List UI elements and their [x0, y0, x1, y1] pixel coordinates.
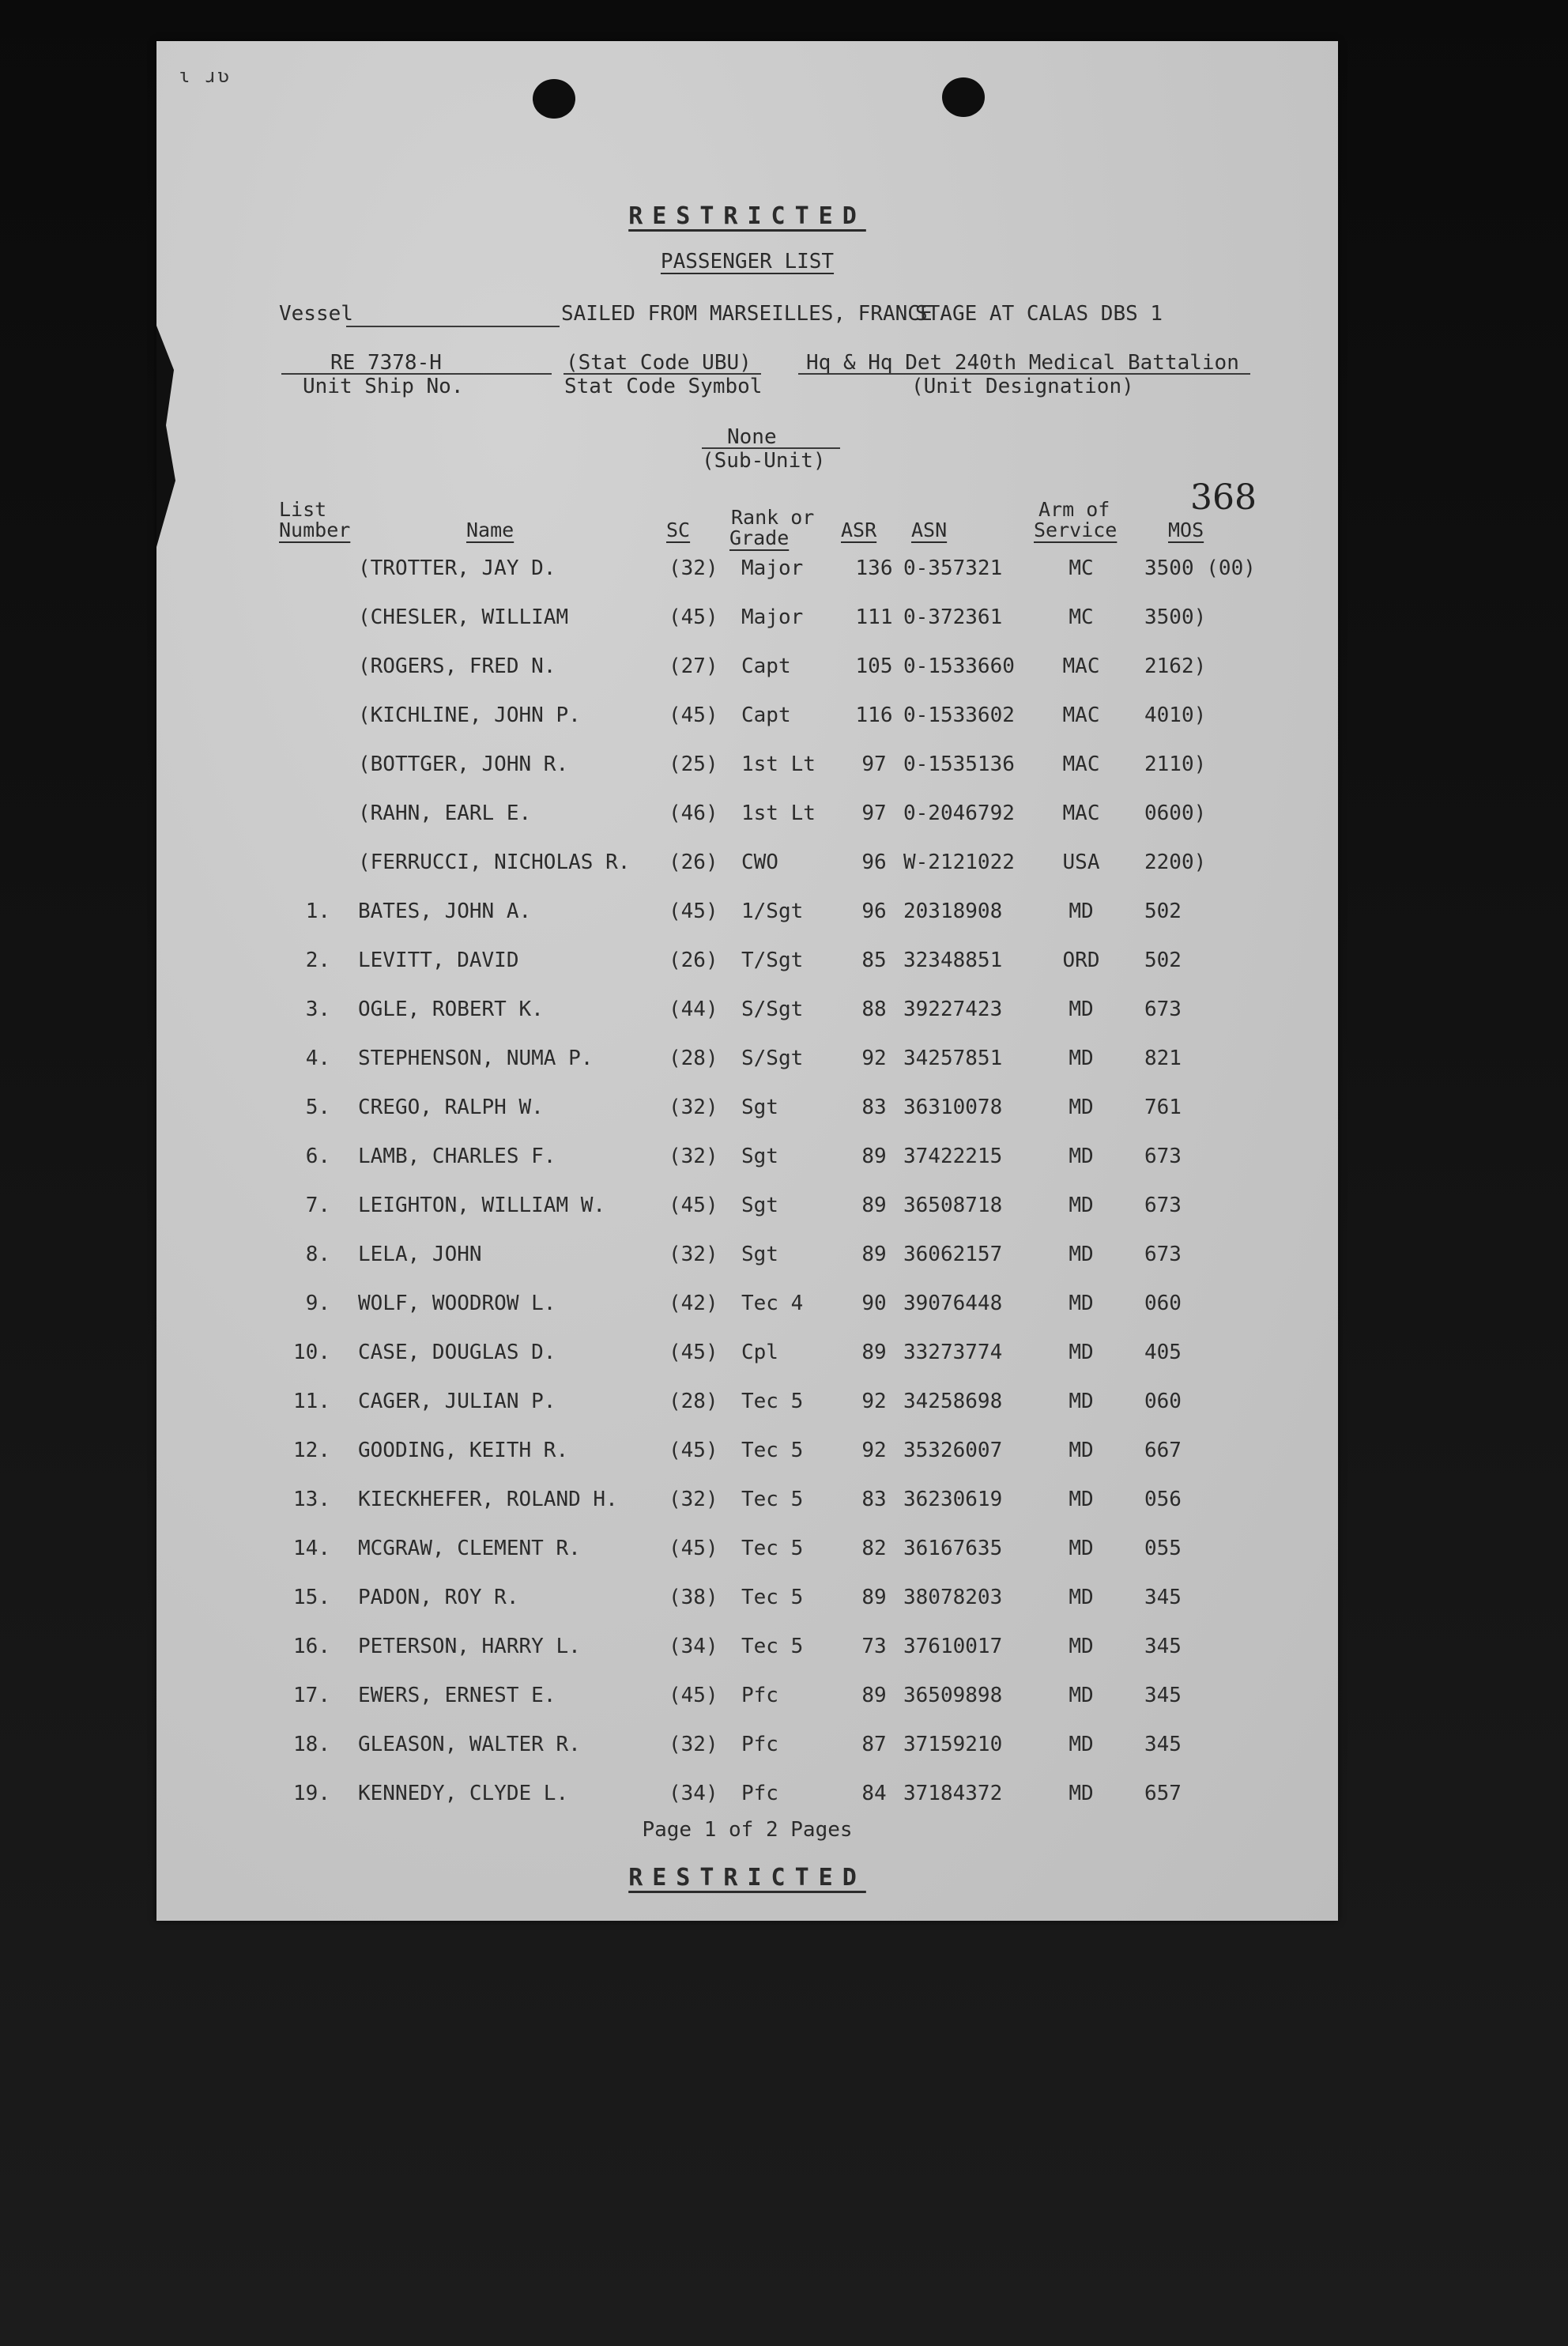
cell-name: WOLF, WOODROW L.	[358, 1292, 556, 1315]
cell-arm: MD	[1069, 1537, 1094, 1560]
cell-arm: MAC	[1062, 654, 1100, 678]
col-asn: ASN	[911, 519, 948, 541]
cell-asr: 85	[861, 949, 887, 972]
cell-sc: (45)	[669, 703, 718, 727]
cell-no: 10.	[293, 1341, 330, 1364]
cell-rank: S/Sgt	[741, 998, 804, 1021]
cell-sc: (45)	[669, 1439, 718, 1462]
cell-arm: MD	[1069, 1292, 1094, 1315]
table-row	[156, 1096, 1338, 1127]
punch-hole-right	[942, 77, 985, 117]
cell-rank: Tec 5	[741, 1439, 804, 1462]
cell-name: GOODING, KEITH R.	[358, 1439, 569, 1462]
col-list-number-line1: List	[279, 498, 327, 521]
cell-rank: Pfc	[741, 1782, 778, 1805]
col-rank	[729, 507, 814, 549]
cell-no: 18.	[293, 1733, 330, 1756]
table-row	[156, 801, 1338, 833]
cell-name: (CHESLER, WILLIAM	[358, 605, 569, 629]
cell-no: 2.	[305, 949, 330, 972]
cell-mos: 667	[1144, 1439, 1182, 1462]
cell-no: 5.	[305, 1096, 330, 1119]
cell-asr: 88	[861, 998, 887, 1021]
cell-name: EWERS, ERNEST E.	[358, 1684, 556, 1707]
cell-name: PADON, ROY R.	[358, 1586, 519, 1609]
cell-rank: Tec 5	[741, 1537, 804, 1560]
cell-asn: 36062157	[903, 1243, 1003, 1266]
table-row	[156, 1292, 1338, 1323]
cell-arm: MD	[1069, 1341, 1094, 1364]
cell-asr: 89	[861, 1586, 887, 1609]
table-row	[156, 851, 1338, 882]
cell-no: 4.	[305, 1047, 330, 1070]
cell-asr: 92	[861, 1439, 887, 1462]
cell-name: LEVITT, DAVID	[358, 949, 519, 972]
cell-asr: 89	[861, 1341, 887, 1364]
cell-no: 11.	[293, 1390, 330, 1413]
cell-asn: 38078203	[903, 1586, 1003, 1609]
vessel-line	[346, 326, 560, 327]
cell-rank: Major	[741, 556, 804, 580]
table-row	[156, 1145, 1338, 1176]
table-row	[156, 998, 1338, 1029]
cell-mos: 673	[1144, 1243, 1182, 1266]
cell-mos: 502	[1144, 949, 1182, 972]
cell-asn: 0-372361	[903, 605, 1003, 629]
table-row	[156, 703, 1338, 735]
cell-no: 14.	[293, 1537, 330, 1560]
cell-asn: 36310078	[903, 1096, 1003, 1119]
cell-asn: 37422215	[903, 1145, 1003, 1168]
restricted-header: RESTRICTED	[628, 202, 866, 230]
cell-no: 1.	[305, 900, 330, 923]
cell-mos: 405	[1144, 1341, 1182, 1364]
cell-name: OGLE, ROBERT K.	[358, 998, 544, 1021]
cell-rank: Tec 5	[741, 1390, 804, 1413]
cell-arm: MC	[1069, 605, 1094, 629]
cell-asr: 92	[861, 1047, 887, 1070]
punch-hole-left	[533, 79, 575, 119]
cell-arm: MD	[1069, 1733, 1094, 1756]
cell-no: 8.	[305, 1243, 330, 1266]
cell-mos: 673	[1144, 998, 1182, 1021]
cell-name: MCGRAW, CLEMENT R.	[358, 1537, 581, 1560]
cell-rank: Sgt	[741, 1194, 778, 1217]
cell-no: 17.	[293, 1684, 330, 1707]
table-row	[156, 1488, 1338, 1519]
cell-sc: (32)	[669, 1145, 718, 1168]
cell-arm: MAC	[1062, 801, 1100, 825]
stat-code-label: Stat Code Symbol	[564, 375, 763, 398]
cell-rank: 1/Sgt	[741, 900, 804, 923]
cell-asn: W-2121022	[903, 851, 1015, 874]
col-arm	[1034, 500, 1117, 541]
table-row	[156, 1635, 1338, 1666]
cell-asn: 36167635	[903, 1537, 1003, 1560]
cell-rank: S/Sgt	[741, 1047, 804, 1070]
cell-rank: T/Sgt	[741, 949, 804, 972]
cell-asn: 36509898	[903, 1684, 1003, 1707]
cell-asr: 87	[861, 1733, 887, 1756]
unit-ship-no: RE 7378-H	[330, 351, 442, 375]
cell-mos: 3500)	[1144, 605, 1207, 629]
cell-sc: (27)	[669, 654, 718, 678]
cell-no: 15.	[293, 1586, 330, 1609]
cell-arm: MD	[1069, 1145, 1094, 1168]
cell-arm: MD	[1069, 998, 1094, 1021]
table-row	[156, 1537, 1338, 1568]
cell-mos: 0600)	[1144, 801, 1207, 825]
cell-no: 3.	[305, 998, 330, 1021]
cell-rank: Cpl	[741, 1341, 778, 1364]
corner-mark: ɩ ɹʋ	[179, 65, 231, 87]
cell-asr: 89	[861, 1684, 887, 1707]
cell-asr: 89	[861, 1145, 887, 1168]
cell-sc: (26)	[669, 851, 718, 874]
cell-rank: 1st Lt	[741, 752, 816, 776]
cell-name: STEPHENSON, NUMA P.	[358, 1047, 594, 1070]
cell-asn: 39227423	[903, 998, 1003, 1021]
cell-rank: Tec 4	[741, 1292, 804, 1315]
cell-sc: (25)	[669, 752, 718, 776]
cell-rank: Tec 5	[741, 1586, 804, 1609]
cell-asr: 92	[861, 1390, 887, 1413]
cell-asn: 35326007	[903, 1439, 1003, 1462]
cell-name: CASE, DOUGLAS D.	[358, 1341, 556, 1364]
cell-rank: CWO	[741, 851, 778, 874]
cell-asr: 136	[855, 556, 893, 580]
table-row	[156, 1439, 1338, 1470]
cell-mos: 345	[1144, 1586, 1182, 1609]
cell-asr: 96	[861, 900, 887, 923]
cell-name: CAGER, JULIAN P.	[358, 1390, 556, 1413]
cell-asn: 20318908	[903, 900, 1003, 923]
cell-name: LELA, JOHN	[358, 1243, 482, 1266]
cell-arm: MD	[1069, 1439, 1094, 1462]
cell-asn: 37610017	[903, 1635, 1003, 1658]
vessel-label: Vessel	[279, 302, 353, 326]
cell-sc: (32)	[669, 1733, 718, 1756]
table-row	[156, 949, 1338, 980]
cell-no: 13.	[293, 1488, 330, 1511]
cell-asr: 96	[861, 851, 887, 874]
cell-sc: (28)	[669, 1047, 718, 1070]
cell-asr: 89	[861, 1194, 887, 1217]
cell-sc: (34)	[669, 1782, 718, 1805]
cell-sc: (45)	[669, 1341, 718, 1364]
cell-name: (TROTTER, JAY D.	[358, 556, 556, 580]
cell-mos: 345	[1144, 1635, 1182, 1658]
cell-sc: (45)	[669, 1684, 718, 1707]
cell-asr: 116	[855, 703, 893, 727]
torn-edge	[156, 326, 188, 547]
page-stamp-number: 368	[1190, 477, 1257, 518]
cell-arm: MD	[1069, 1782, 1094, 1805]
cell-mos: 761	[1144, 1096, 1182, 1119]
cell-no: 6.	[305, 1145, 330, 1168]
cell-rank: Capt	[741, 654, 791, 678]
table-row	[156, 1390, 1338, 1421]
cell-sc: (32)	[669, 556, 718, 580]
sub-unit: None	[727, 425, 777, 449]
cell-mos: 2110)	[1144, 752, 1207, 776]
cell-arm: MAC	[1062, 703, 1100, 727]
cell-rank: Tec 5	[741, 1488, 804, 1511]
cell-arm: MD	[1069, 1243, 1094, 1266]
cell-name: (RAHN, EARL E.	[358, 801, 532, 825]
cell-rank: Major	[741, 605, 804, 629]
cell-sc: (32)	[669, 1488, 718, 1511]
restricted-footer: RESTRICTED	[628, 1864, 866, 1892]
cell-name: (FERRUCCI, NICHOLAS R.	[358, 851, 631, 874]
cell-asr: 97	[861, 801, 887, 825]
cell-name: PETERSON, HARRY L.	[358, 1635, 581, 1658]
cell-arm: MD	[1069, 1586, 1094, 1609]
cell-name: (KICHLINE, JOHN P.	[358, 703, 581, 727]
cell-asn: 36230619	[903, 1488, 1003, 1511]
cell-sc: (34)	[669, 1635, 718, 1658]
cell-mos: 345	[1144, 1684, 1182, 1707]
cell-asr: 82	[861, 1537, 887, 1560]
cell-name: GLEASON, WALTER R.	[358, 1733, 581, 1756]
cell-asn: 34257851	[903, 1047, 1003, 1070]
table-row	[156, 1341, 1338, 1372]
cell-mos: 4010)	[1144, 703, 1207, 727]
cell-mos: 345	[1144, 1733, 1182, 1756]
cell-name: KIECKHEFER, ROLAND H.	[358, 1488, 618, 1511]
table-row	[156, 1684, 1338, 1715]
cell-asr: 89	[861, 1243, 887, 1266]
sub-unit-label: (Sub-Unit)	[702, 449, 826, 473]
unit-designation-label: (Unit Designation)	[911, 375, 1134, 398]
col-list-number-line2: Number	[279, 519, 351, 541]
cell-asn: 34258698	[903, 1390, 1003, 1413]
cell-mos: 821	[1144, 1047, 1182, 1070]
cell-mos: 055	[1144, 1537, 1182, 1560]
cell-name: KENNEDY, CLYDE L.	[358, 1782, 569, 1805]
cell-asn: 36508718	[903, 1194, 1003, 1217]
cell-sc: (45)	[669, 1194, 718, 1217]
cell-asn: 39076448	[903, 1292, 1003, 1315]
cell-arm: MD	[1069, 1390, 1094, 1413]
page-count: Page 1 of 2 Pages	[642, 1818, 853, 1842]
table-row	[156, 1047, 1338, 1078]
cell-no: 19.	[293, 1782, 330, 1805]
cell-sc: (45)	[669, 900, 718, 923]
cell-mos: 657	[1144, 1782, 1182, 1805]
table-row	[156, 1194, 1338, 1225]
sailed-from: SAILED FROM MARSEILLES, FRANCE	[561, 302, 933, 326]
table-row	[156, 654, 1338, 686]
col-name: Name	[466, 519, 514, 541]
cell-sc: (42)	[669, 1292, 718, 1315]
table-row	[156, 1586, 1338, 1617]
col-arm-line2: Service	[1034, 519, 1118, 541]
cell-asr: 97	[861, 752, 887, 776]
cell-sc: (26)	[669, 949, 718, 972]
cell-mos: 060	[1144, 1390, 1182, 1413]
cell-asr: 90	[861, 1292, 887, 1315]
cell-sc: (44)	[669, 998, 718, 1021]
table-row	[156, 1782, 1338, 1813]
cell-asr: 73	[861, 1635, 887, 1658]
cell-mos: 673	[1144, 1194, 1182, 1217]
cell-arm: USA	[1062, 851, 1100, 874]
cell-asr: 111	[855, 605, 893, 629]
cell-arm: MD	[1069, 1096, 1094, 1119]
unit-designation: Hq & Hq Det 240th Medical Battalion	[806, 351, 1239, 375]
cell-asn: 0-1533660	[903, 654, 1015, 678]
cell-rank: 1st Lt	[741, 801, 816, 825]
cell-arm: MAC	[1062, 752, 1100, 776]
cell-no: 7.	[305, 1194, 330, 1217]
table-row	[156, 556, 1338, 588]
cell-name: LEIGHTON, WILLIAM W.	[358, 1194, 606, 1217]
cell-asn: 33273774	[903, 1341, 1003, 1364]
cell-mos: 502	[1144, 900, 1182, 923]
col-asr: ASR	[841, 519, 877, 541]
cell-arm: MD	[1069, 1047, 1094, 1070]
cell-arm: MD	[1069, 1635, 1094, 1658]
passenger-list-title: PASSENGER LIST	[660, 250, 835, 273]
cell-sc: (46)	[669, 801, 718, 825]
cell-arm: ORD	[1062, 949, 1100, 972]
table-row	[156, 900, 1338, 931]
cell-asr: 105	[855, 654, 893, 678]
col-arm-line1: Arm of	[1038, 498, 1110, 521]
col-mos: MOS	[1168, 519, 1204, 541]
cell-arm: MD	[1069, 900, 1094, 923]
cell-asn: 37159210	[903, 1733, 1003, 1756]
col-rank-line1: Rank or	[731, 506, 815, 529]
cell-asn: 0-1535136	[903, 752, 1015, 776]
cell-rank: Capt	[741, 703, 791, 727]
cell-name: LAMB, CHARLES F.	[358, 1145, 556, 1168]
col-rank-line2: Grade	[729, 526, 790, 549]
cell-asn: 0-357321	[903, 556, 1003, 580]
cell-mos: 673	[1144, 1145, 1182, 1168]
cell-asr: 84	[861, 1782, 887, 1805]
cell-no: 16.	[293, 1635, 330, 1658]
cell-asn: 0-1533602	[903, 703, 1015, 727]
cell-asr: 83	[861, 1488, 887, 1511]
cell-sc: (28)	[669, 1390, 718, 1413]
cell-rank: Sgt	[741, 1243, 778, 1266]
cell-mos: 3500 (00)	[1144, 556, 1256, 580]
cell-mos: 060	[1144, 1292, 1182, 1315]
cell-sc: (45)	[669, 1537, 718, 1560]
cell-asn: 37184372	[903, 1782, 1003, 1805]
table-row	[156, 1733, 1338, 1764]
cell-name: CREGO, RALPH W.	[358, 1096, 544, 1119]
cell-name: (ROGERS, FRED N.	[358, 654, 556, 678]
cell-sc: (32)	[669, 1243, 718, 1266]
cell-rank: Sgt	[741, 1096, 778, 1119]
col-sc: SC	[666, 519, 691, 541]
cell-name: (BOTTGER, JOHN R.	[358, 752, 569, 776]
document-page	[156, 41, 1338, 1921]
table-row	[156, 1243, 1338, 1274]
stat-code: (Stat Code UBU)	[566, 351, 752, 375]
cell-asn: 32348851	[903, 949, 1003, 972]
unit-ship-no-label: Unit Ship No.	[303, 375, 464, 398]
cell-rank: Pfc	[741, 1684, 778, 1707]
table-row	[156, 752, 1338, 784]
cell-sc: (32)	[669, 1096, 718, 1119]
cell-rank: Pfc	[741, 1733, 778, 1756]
cell-no: 12.	[293, 1439, 330, 1462]
cell-mos: 2162)	[1144, 654, 1207, 678]
cell-rank: Tec 5	[741, 1635, 804, 1658]
cell-arm: MD	[1069, 1684, 1094, 1707]
cell-no: 9.	[305, 1292, 330, 1315]
cell-arm: MD	[1069, 1488, 1094, 1511]
cell-mos: 2200)	[1144, 851, 1207, 874]
cell-arm: MD	[1069, 1194, 1094, 1217]
cell-mos: 056	[1144, 1488, 1182, 1511]
cell-asr: 83	[861, 1096, 887, 1119]
cell-arm: MC	[1069, 556, 1094, 580]
cell-sc: (38)	[669, 1586, 718, 1609]
stage: STAGE AT CALAS DBS 1	[915, 302, 1163, 326]
cell-sc: (45)	[669, 605, 718, 629]
table-row	[156, 605, 1338, 637]
cell-rank: Sgt	[741, 1145, 778, 1168]
col-list-number	[279, 500, 350, 541]
cell-asn: 0-2046792	[903, 801, 1015, 825]
cell-name: BATES, JOHN A.	[358, 900, 532, 923]
